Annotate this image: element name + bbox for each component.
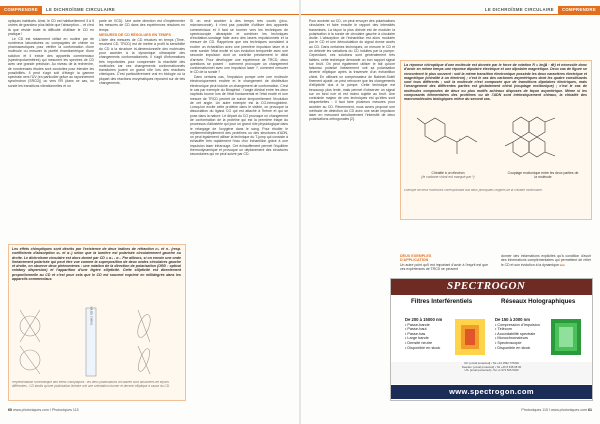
ad-list-right <box>495 318 540 350</box>
section-tag: COMPRENDRE <box>0 6 42 14</box>
single-electron-chirality-molecule <box>417 118 477 154</box>
ad-item: • Accordabilité spectrale <box>495 331 536 336</box>
info-box-text: Les effets chiroptiques sont décrits par l'existence de deux indices de réfraction n₊ et n₋ (resp. coefficients d'absorption α₊ et α₋) selon que la lumière est polarisée circulairement gauche ou droite. Le dichroïsme circulaire est alors donné par CD = α₊ - α₋. Par ailleurs, si on envoie une onde linéairement polarisée qui peut être vue comme la superposition de deux ondes circulaires gauche et droite, on observe deux phénomènes : une rotation de la direction de polarisation (ORD : optical rotatory dispersion) et l'apparition d'une légère ellipticité. Cette ellipticité est directement proportionnelle au CD et c'est pour cela que le CD est souvent exprimé en millidegrés dans les appareils commerciaux. <box>12 247 181 282</box>
ad-brand: SPECTROGON <box>447 280 526 292</box>
right-column-1 <box>309 19 395 251</box>
application-text-left <box>400 263 488 277</box>
ad-item: • Passe-bande <box>405 322 430 327</box>
ad-url-link[interactable]: www.spectrogon.com <box>391 385 592 399</box>
molecule-diagrams <box>405 114 585 170</box>
label-left <box>413 171 483 179</box>
ad-range: De 200 à 15000 nm <box>405 317 443 322</box>
ad-logo-bar <box>391 279 592 295</box>
contact-line: UK: [email protected] • Tel +44 1592 770000 <box>464 361 519 365</box>
ad-item: • Passe-bas <box>405 331 426 336</box>
ad-item: • Télécom <box>495 327 512 332</box>
ad-item: • Large bande <box>405 336 429 341</box>
paragraph <box>501 254 591 267</box>
subheading-line-1: DEUX EXEMPLES <box>400 254 432 258</box>
page-number: 60 <box>8 408 12 412</box>
info-box-text: La réponse chiroptique d'une molécule est donnée par le force de rotation R = Im(μ⃗ · m⃗) et nécessite donc d'avoir en même temps une réponse dipolaire électrique et une dipolaire magnétique. Deux cas de figure se rencontrent le plus souvent : soit la même transition électronique possède les deux caractères électrique et magnétique (chiralité à un électron) ; c'est le cas des carbones asymétriques dont les quatre constituants sont tous différents ; soit la molécule n'est composée que de transitions dipolaires électriques, mais l'arrangement des différentes parties est globalement chiral (couplage excitonique) ; c'est le cas de molécules composées de deux ou plus motifs achiraux disposés de façon asymétrique. Même si les composants élémentaires des protéines ou de l'ADN sont intrinsèquement chiraux, la chiralité des macromolécules biologiques relève du second cas. <box>404 63 587 102</box>
ad-contact <box>391 362 592 384</box>
application-subheading <box>400 254 460 263</box>
ad-list-left <box>405 318 442 350</box>
left-column-2 <box>99 19 185 237</box>
label-left-sub: (le carbone chiral est marqué par *) <box>421 175 475 179</box>
paragraph-text: donner des informations explicites qu'à condition d'avoir des informations complémentaires qui permettent de relier le CD et son évolution à la dynamique <box>501 254 591 267</box>
exciton-coupling-molecule <box>505 117 555 157</box>
header-rule <box>301 14 600 15</box>
ad-item: • Spectroscopie <box>495 340 522 345</box>
ad-item: • Passe-haut <box>405 327 427 332</box>
left-column-1 <box>8 19 94 147</box>
ad-item: • Densité neutre <box>405 340 433 345</box>
figure-caption: Exemple de deux molécules correspondant aux deux principales origines de la chiralité moléculaire. <box>404 189 543 192</box>
header-rule <box>0 14 299 15</box>
ad-item: • Disponible en stock <box>495 345 531 350</box>
footer-text: Photoniques 115 I www.photoniques.com <box>521 408 587 412</box>
chiroptic-diagram <box>12 306 180 378</box>
left-column-3 <box>190 19 288 397</box>
footer-text: www.photoniques.com I Photoniques 115 <box>13 408 79 412</box>
application-text-right <box>501 254 591 276</box>
figure-caption: Représentation schématique des effets chiroptiques : les deux polarisations circulaires sont absorbées de façons différentes ; CD tandis qu'une polarisation linéaire voit une orientation tourner et devenir elliptique à cause du CD. <box>12 381 170 388</box>
right-page <box>301 0 600 424</box>
label-right: Couplage excitonique entre les deux parties de la molécule <box>507 171 579 179</box>
ad-range: De 150 à 2000 nm <box>495 317 530 322</box>
grating-image <box>549 317 583 357</box>
paragraph: Si on veut accéder à des temps très courts (pico-microseconde), il n'est pas possible d'utiliser des appareils commerciaux et il faut se tourner vers les techniques de spectroscopie ultrarapide et combiner les techniques d'excitation-sondage faite avec des lasers impulsionnels et la mesure de CD. Rappelons que ces techniques consistent à exciter un échantillon avec une première impulsion laser et à venir sonder l'état excité et son évolution temporelle avec une seconde impulsion dont on contrôle précisément le délai d'arrivée. Pour développer une expérience de TRCD, deux questions se posent : comment provoquer un changement conformationnel avec une impulsion laser ?, comment mesurer le CD de la sonde ? <box>190 19 288 75</box>
chiral-medium-label: MILIEU CHIRAL <box>89 306 93 326</box>
subheading-line-2: D'APPLICATION <box>400 258 429 263</box>
ad-item: • Compression d'Impulsion <box>495 322 540 327</box>
outgoing-elliptical-waves <box>135 310 153 374</box>
left-header <box>0 6 119 14</box>
ad-item: • Monochromateurs <box>495 336 528 341</box>
paragraph: Dans certains cas, l'impulsion pompe crée une molécule électroniquement excitée et le changement de distribution électronique peut induire un changement de conformation. C'est le cas par exemple du Binaphtol : l'angle dièdral entre les deux naphtols tourne lors de l'état fondamental et l'état excité et une mesure de TRCD permet de suivre temporellement l'évolution de cet angle. Un autre exemple est la CO-hémoglobine. Lorsqu'on excite cette protéine dans le visible, on provoque la dissociation du ligand CO qui est attaché à l'hème et qui se pose dans la nature. Le départ du CO provoque un changement de conformation de la protéine qui est la première étape du processus d'allostérie qui joue un grand rôle physiologique dans le relargage de l'oxygène dans le sang. Pour étudier le repliement/dépliement des protéines ou des structures d'ADN, on peut également utiliser la technique du T-jump qui consiste à échauffer très rapidement l'eau d'un échantillon grâce à une impulsion laser infrarouge. Cet échauffement permet l'équilibre thermodynamique et provoque un déplacement des structures secondaires qui ne peut suivre par CD. <box>190 75 288 157</box>
section-tag: COMPRENDRE <box>558 6 600 14</box>
paragraph: optiques habituels. Ainsi, le CD est habituellement 3 à 5 ordres de grandeur plus faible que l'absorption… et c'est là que réside toute la difficulté d'utiliser le CD en pratique ! <box>8 19 94 36</box>
ad-item: • Disponible en stock <box>405 345 441 350</box>
left-footer <box>8 408 79 412</box>
filter-image <box>453 317 487 357</box>
contact-line: Sweden: [email protected] • Tel +46 8 638 08 00 <box>461 364 522 369</box>
right-footer <box>521 408 592 412</box>
incoming-circular-waves <box>20 310 40 374</box>
paragraph: Un autre point qu'il est important d'avoir à l'esprit est que ces expériences de TRCD ne peuvent <box>400 263 488 272</box>
paragraph: L'idée des mesures de CD résolues en temps (Time-resolved CD, TRCD) est de mettre à profit la sensibilité du CD à la structure tri-dimensionnelle des molécules pour accéder à la dynamique ultrarapide des changements conformationnels. Il s'agit d'informations très importantes pour comprendre la réactivité des molécules car ces changements conformationnels transitoires jouent un grand rôle lors des réactions chimiques. C'est particulièrement vrai en biologie où la plupart des réactions enzymatiques reposent sur de tels changements. <box>99 38 185 85</box>
subheading: MESURES DE CD RÉSOLUES EN TEMPS <box>99 33 171 38</box>
left-page <box>0 0 299 424</box>
ad-heading: Réseaux Holographiques <box>501 298 576 305</box>
article-title: LE DICHROÏSME CIRCULAIRE <box>46 7 116 12</box>
continue-arrow: ▸▸▸ <box>559 262 566 267</box>
ad-heading: Filtres Interférentiels <box>411 298 473 305</box>
svg-text:*: * <box>459 137 461 142</box>
article-title: LE DICHROÏSME CIRCULAIRE <box>484 7 554 12</box>
spectrogon-advertisement[interactable] <box>390 278 593 401</box>
paragraph: Le CD est notamment utilisé en routine par de nombreux laboratoires ou compagnies de chimie ou pharmaceutiques pour vérifier la conformation d'une molécule ou mesurer la pureté énantiomérique d'une solution et il existe des appareils commerciaux (spectropolarimètres) qui mesurent les spectres de CD avec une grande précision. Au niveau de la recherche, de nombreuses études sont conduites pour étendre les possibilités. Il peut s'agir soit d'élargir la gamme spectrale vers l'UV (en particulier grâce au rayonnement synchrotron (SRCD)) ou vers l'IR (dans ce cas, on sonde les transitions vibrationnelles et on <box>8 36 94 88</box>
right-header <box>481 6 600 14</box>
paragraph: parle de VCD). Une autre direction est d'implémenter les mesures de CD dans des expériences résolues en temps. <box>99 19 185 32</box>
label-left-main: Chiralité à un électron <box>431 171 465 175</box>
paragraph: Pour accéder au CD, on peut envoyer des polarisations circulaires et faire ensuite le rapport des intensités transmises. La façon la plus directe est de moduler la polarisation à la sonde de circulaire gauche à circulaire droite. L'absorption de l'échantillon est alors modulée par le CD et une démodulation du signal donne accès au CD. Dans certaines techniques, on mesure le CD et on détecte les variations du CD induites par la pompe. Cependant, ces solutions sont généralement très faibles, cette technique demande un bon rapport signal sur bruit. On peut également utiliser le fait qu'une faisceau polarisé linéairement voit sa polarisation devenir elliptique après la traversée d'un échantillon chiral. En utilisant un compensateur de Babinet-Soleil finement ajusté, on peut retrouver que les changements d'ellipticité dus à la pompe. Cette technique est beaucoup plus lente, mais permet d'observer un signal sur un fond noir et est moins sujette au bruit. Une contrainte majeur de ces techniques est qu'elles sont séquentielles : il faut faire plusieurs mesures pour accéder au CD. Récemment, nous avons proposé une méthode de détection du CD avec une seule impulsion laser en mesurant simultanément l'intensité de deux polarisations orthogonales [2]. <box>309 19 395 122</box>
contact-line: US: [email protected] • Tel +1 973 526 5040 <box>464 368 519 373</box>
page-number: 61 <box>588 408 592 412</box>
